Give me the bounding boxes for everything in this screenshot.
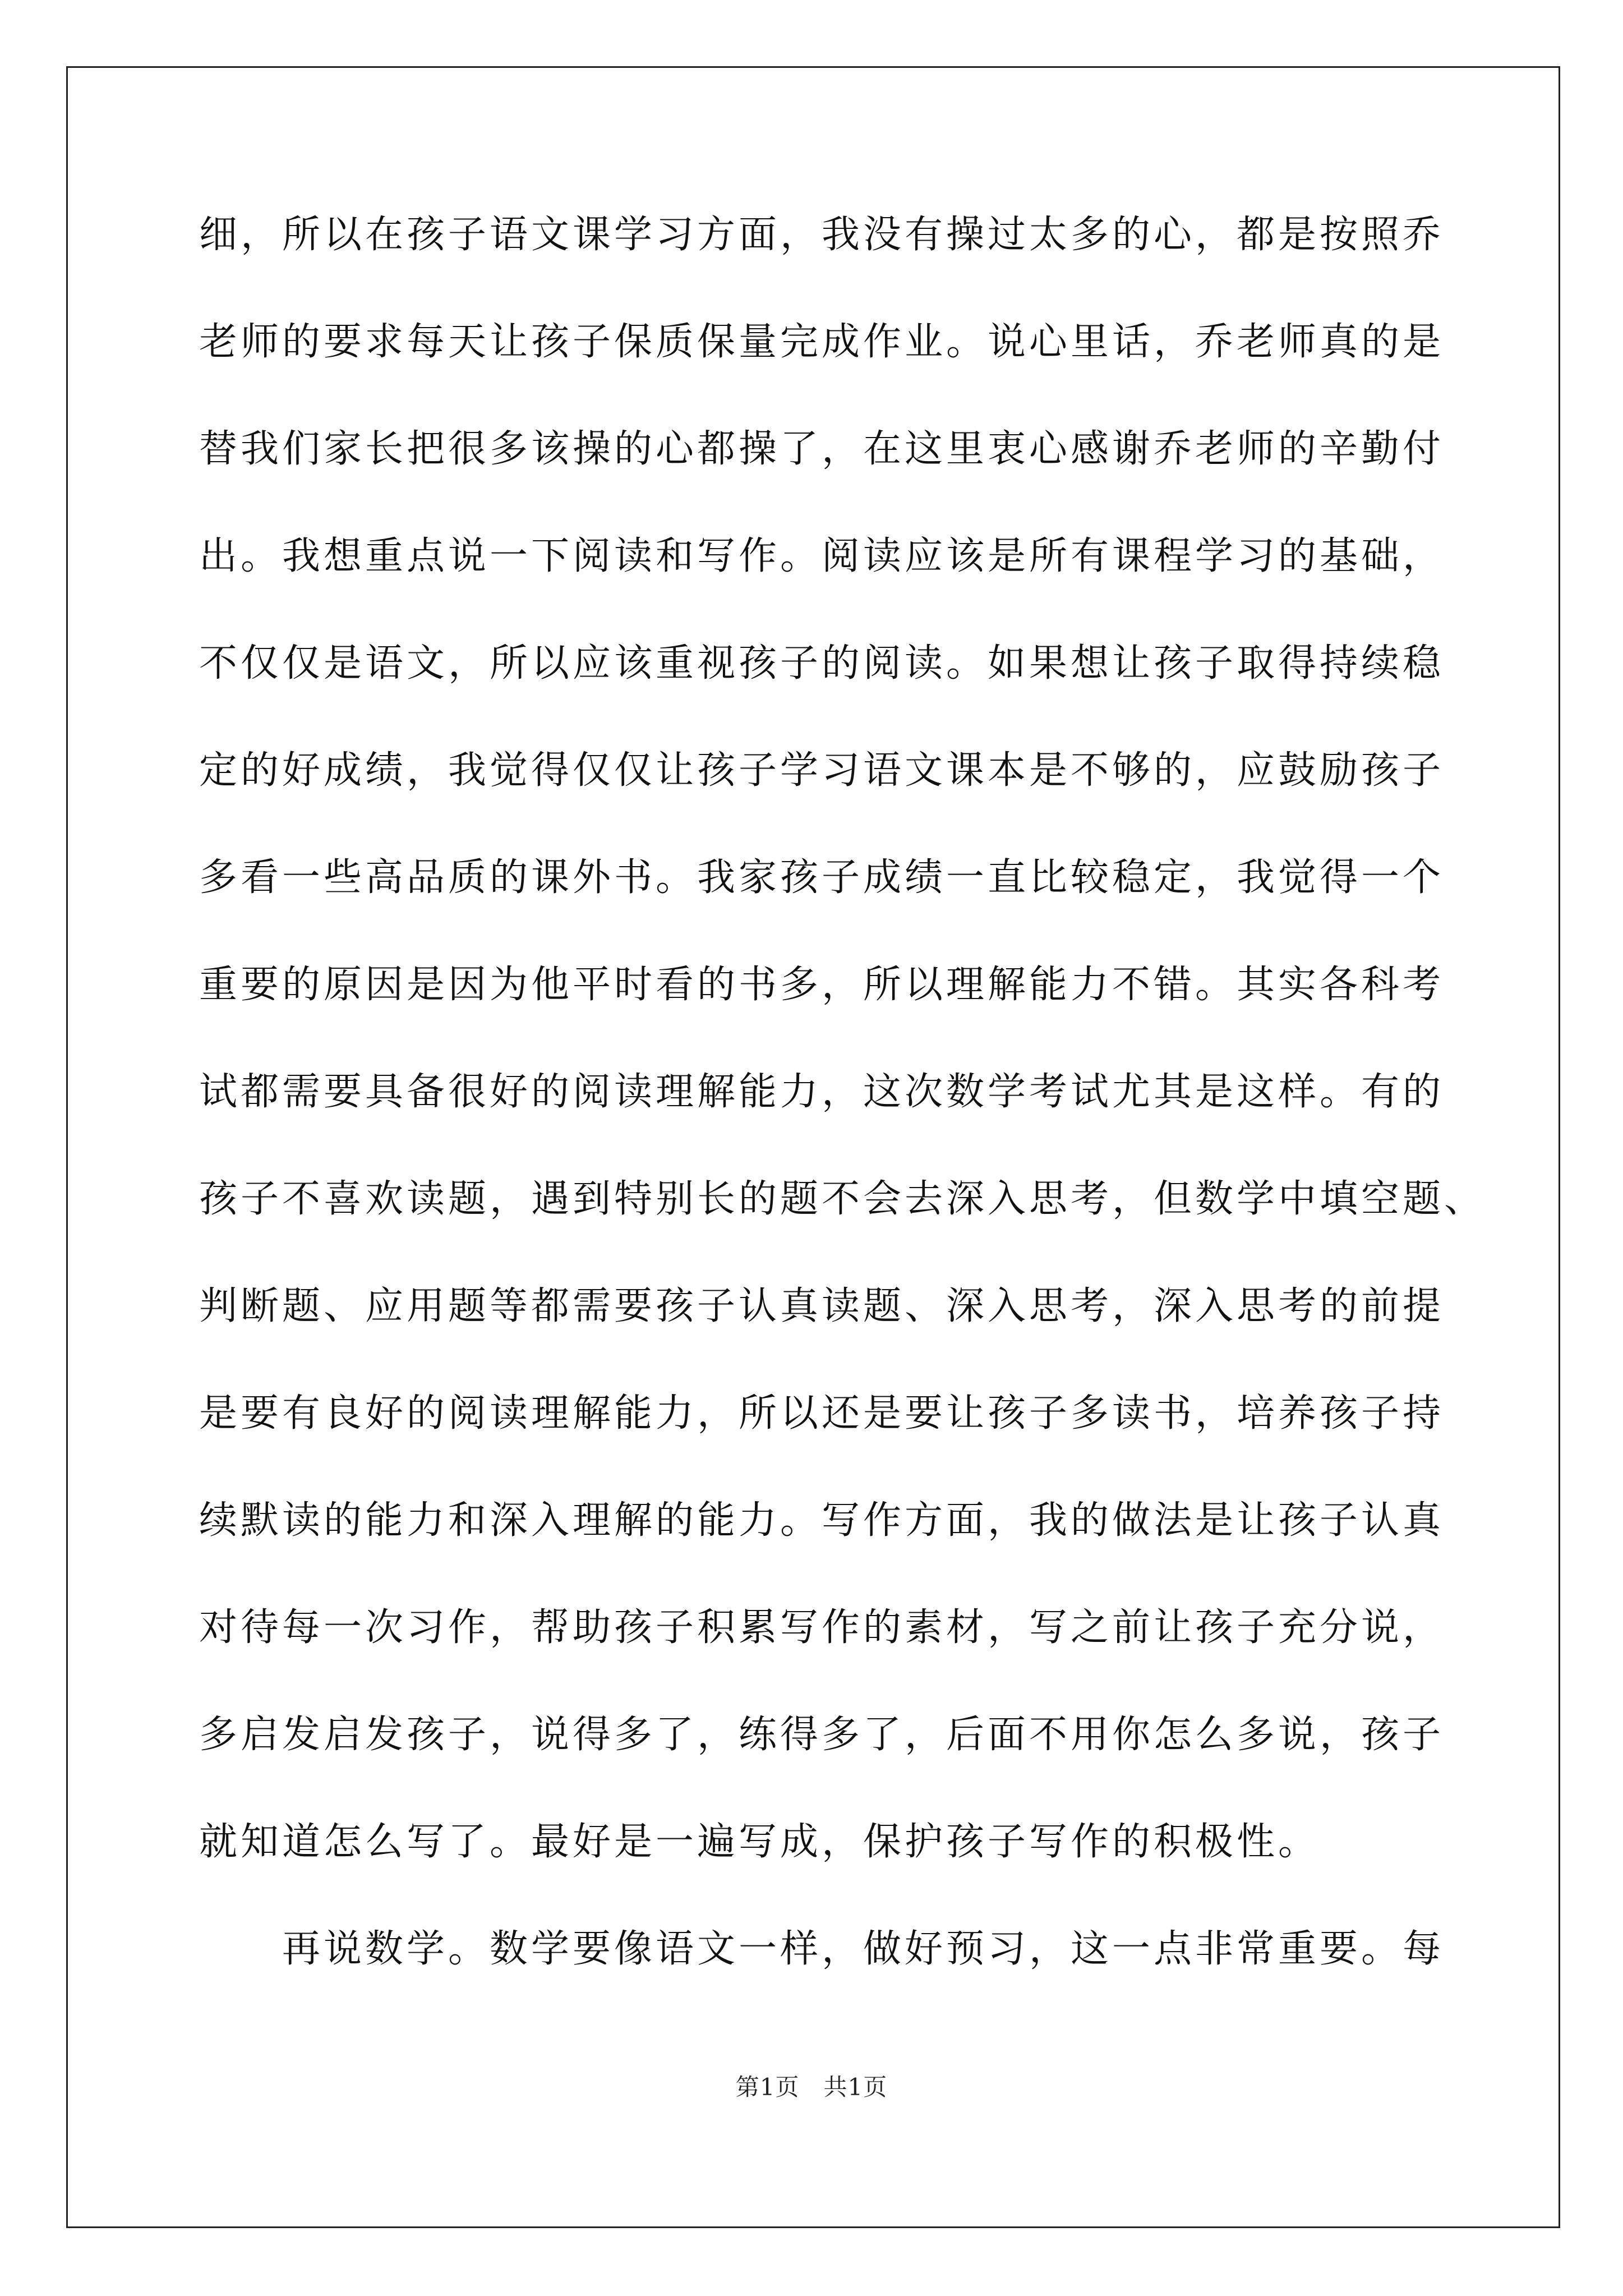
text-line: 定的好成绩，我觉得仅仅让孩子学习语文课本是不够的，应鼓励孩子	[199, 748, 1445, 793]
body-text	[199, 213, 1486, 2037]
text-line: 老师的要求每天让孩子保质保量完成作业。说心里话，乔老师真的是	[199, 320, 1445, 364]
text-line: 替我们家长把很多该操的心都操了，在这里衷心感谢乔老师的辛勤付	[199, 427, 1445, 471]
text-line: 多启发启发孩子，说得多了，练得多了，后面不用你怎么多说，孩子	[199, 1713, 1445, 1757]
text-line: 试都需要具备很好的阅读理解能力，这次数学考试尤其是这样。有的	[199, 1070, 1445, 1114]
text-line: 孩子不喜欢读题，遇到特别长的题不会去深入思考，但数学中填空题、	[199, 1177, 1486, 1221]
text-line: 出。我想重点说一下阅读和写作。阅读应该是所有课程学习的基础，	[199, 534, 1445, 578]
text-line: 就知道怎么写了。最好是一遍写成，保护孩子写作的积极性。	[199, 1820, 1320, 1864]
text-line: 不仅仅是语文，所以应该重视孩子的阅读。如果想让孩子取得持续稳	[199, 641, 1445, 685]
page-number-footer: 第1页 共1页	[735, 2073, 888, 2101]
text-line: 多看一些高品质的课外书。我家孩子成绩一直比较稳定，我觉得一个	[199, 855, 1445, 900]
paragraph-start-line: 再说数学。数学要像语文一样，做好预习，这一点非常重要。每	[282, 1927, 1445, 1971]
text-line: 续默读的能力和深入理解的能力。写作方面，我的做法是让孩子认真	[199, 1498, 1445, 1543]
text-line: 重要的原因是因为他平时看的书多，所以理解能力不错。其实各科考	[199, 963, 1445, 1007]
text-line: 对待每一次习作，帮助孩子积累写作的素材，写之前让孩子充分说，	[199, 1605, 1445, 1650]
text-line: 细，所以在孩子语文课学习方面，我没有操过太多的心，都是按照乔	[199, 213, 1445, 257]
text-line: 是要有良好的阅读理解能力，所以还是要让孩子多读书，培养孩子持	[199, 1391, 1445, 1435]
text-line: 判断题、应用题等都需要孩子认真读题、深入思考，深入思考的前提	[199, 1284, 1445, 1328]
